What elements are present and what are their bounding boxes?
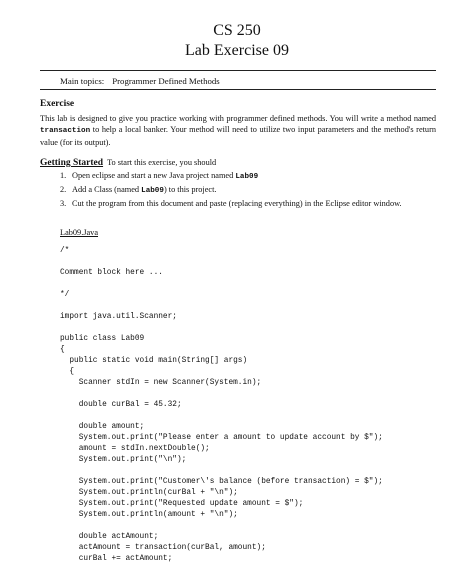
code-line [60, 323, 383, 334]
getting-started-heading: Getting Started [40, 158, 104, 168]
code-line: */ [60, 291, 70, 299]
code-line: System.out.print("Customer\'s balance (before transaction) = $"); [60, 478, 383, 486]
code-line [60, 301, 383, 312]
bottom-rule [40, 89, 436, 90]
steps-list [60, 170, 436, 210]
step-code: Lab09 [141, 187, 164, 195]
main-topics [60, 76, 220, 87]
top-rule [40, 70, 436, 71]
step-number: 2. [60, 185, 67, 194]
main-topics-label: Main topics: [60, 76, 105, 86]
code-line: System.out.println(curBal + "\n"); [60, 489, 238, 497]
code-line [60, 389, 383, 400]
code-line: double amount; [60, 423, 145, 431]
main-topics-value: Programmer Defined Methods [112, 76, 220, 86]
list-item [60, 198, 436, 209]
code-line: double actAmount; [60, 533, 159, 541]
file-label: Lab09.Java [60, 228, 99, 237]
code-line: public static void main(String[] args) [60, 357, 248, 365]
step-text: Add a Class (named [72, 185, 142, 194]
list-item [60, 170, 436, 183]
code-listing [60, 246, 383, 565]
code-line [60, 466, 383, 477]
list-item [60, 184, 436, 197]
code-line: public class Lab09 [60, 335, 145, 343]
code-line: curBal += actAmount; [60, 555, 173, 563]
exercise-text-end: to help a local banker. Your method will need to utilize two input parameters and the method's return value (for its output). [40, 125, 436, 147]
code-line: Comment block here ... [60, 269, 163, 277]
step-code: Lab09 [235, 173, 259, 181]
code-line [60, 411, 383, 422]
code-line: actAmount = transaction(curBal, amount); [60, 544, 266, 552]
code-line: { [60, 368, 75, 376]
method-name: transaction [40, 127, 91, 135]
getting-started [40, 157, 216, 169]
step-text-after: ) to this project. [163, 185, 217, 194]
step-text: Open eclipse and start a new Java project named [72, 171, 236, 180]
course-title: CS 250 [213, 22, 261, 39]
exercise-text-start: This lab is designed to give you practice working with programmer defined methods. You will write a method named [40, 114, 436, 123]
code-line: amount = stdIn.nextDouble(); [60, 445, 210, 453]
code-line: { [60, 346, 65, 354]
code-line: System.out.print("Please enter a amount to update account by $"); [60, 434, 383, 442]
step-number: 1. [60, 171, 67, 180]
code-line: System.out.print("Requested update amount = $"); [60, 500, 304, 508]
code-line [60, 279, 383, 290]
code-line [60, 521, 383, 532]
exercise-paragraph [40, 113, 436, 148]
code-line: double curBal = 45.32; [60, 401, 182, 409]
step-text: Cut the program from this document and paste (replacing everything) in the Eclipse editor window. [72, 199, 402, 208]
code-line: import java.util.Scanner; [60, 313, 177, 321]
getting-started-intro: To start this exercise, you should [107, 158, 217, 167]
lab-title: Lab Exercise 09 [185, 42, 289, 59]
code-line [60, 257, 383, 268]
exercise-heading: Exercise [40, 99, 75, 109]
code-line: Scanner stdIn = new Scanner(System.in); [60, 379, 262, 387]
code-line: System.out.print("\n"); [60, 456, 187, 464]
step-number: 3. [60, 199, 67, 208]
code-line: /* [60, 247, 70, 255]
code-line: System.out.println(amount + "\n"); [60, 511, 238, 519]
